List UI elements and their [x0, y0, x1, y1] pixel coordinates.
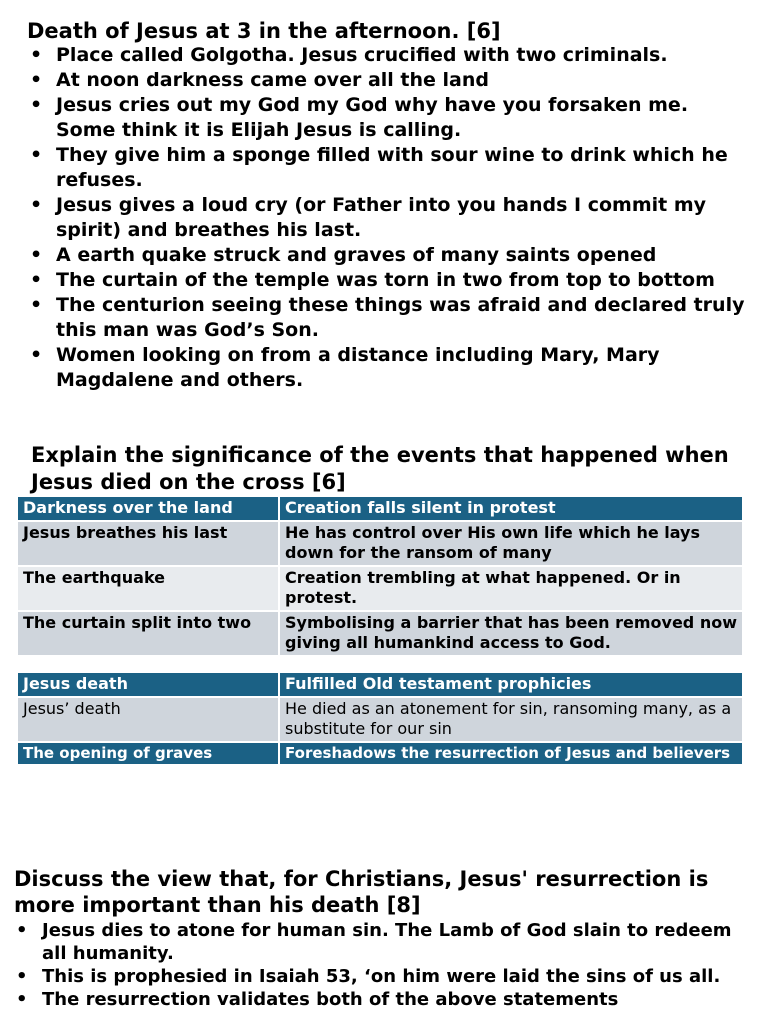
bullet-icon: • — [30, 194, 43, 216]
list-item-text: A earth quake struck and graves of many saints opened — [56, 244, 657, 266]
list-item-text: They give him a sponge filled with sour wine to drink which he refuses. — [56, 144, 728, 191]
table-cell-event: Jesus’ death — [17, 697, 279, 742]
list-item — [30, 268, 746, 293]
list-item-text: Jesus dies to atone for human sin. The Lamb of God slain to redeem all humanity. — [42, 920, 732, 964]
bullet-icon: • — [30, 44, 43, 66]
table-row — [17, 697, 743, 742]
list-item — [30, 43, 746, 68]
table-cell-meaning: He died as an atonement for sin, ransoming many, as a substitute for our sin — [279, 697, 743, 742]
death-events-list — [30, 43, 746, 393]
discussion-list — [16, 919, 742, 1011]
bullet-icon: • — [16, 920, 28, 941]
table-cell-meaning: Creation falls silent in protest — [279, 496, 743, 521]
list-item — [30, 93, 746, 143]
section-title-significance: Explain the significance of the events that happened when Jesus died on the cross [6] — [31, 443, 729, 494]
bullet-icon: • — [16, 966, 28, 987]
table-row — [17, 521, 743, 566]
list-item-text: The centurion seeing these things was afraid and declared truly this man was God’s Son. — [56, 294, 745, 341]
table-cell-event: The curtain split into two — [17, 611, 279, 656]
list-item — [16, 965, 742, 988]
table-row — [17, 742, 743, 765]
list-item-text: This is prophesied in Isaiah 53, ‘on him were laid the sins of us all. — [42, 966, 721, 987]
table-cell-meaning: Symbolising a barrier that has been removed now giving all humankind access to God. — [279, 611, 743, 656]
table-cell-meaning: Fulfilled Old testament prophicies — [279, 672, 743, 697]
list-item-text: The resurrection validates both of the above statements — [42, 989, 619, 1010]
list-item-text: The curtain of the temple was torn in two from top to bottom — [56, 269, 715, 291]
list-item-text: Women looking on from a distance including Mary, Mary Magdalene and others. — [56, 344, 660, 391]
table-row — [17, 672, 743, 697]
table-cell-event: Jesus breathes his last — [17, 521, 279, 566]
list-item-text: At noon darkness came over all the land — [56, 69, 489, 91]
list-item — [30, 243, 746, 268]
list-item — [30, 293, 746, 343]
section-title-death-of-jesus: Death of Jesus at 3 in the afternoon. [6] — [27, 19, 501, 43]
table-cell-event: Jesus death — [17, 672, 279, 697]
table-row — [17, 566, 743, 611]
table-cell-meaning: Creation trembling at what happened. Or in protest. — [279, 566, 743, 611]
bullet-icon: • — [30, 344, 43, 366]
list-item-text: Jesus cries out my God my God why have you forsaken me. Some think it is Elijah Jesus is calling. — [56, 94, 689, 141]
table-cell-event: The earthquake — [17, 566, 279, 611]
list-item — [30, 193, 746, 243]
list-item — [30, 143, 746, 193]
table-cell-event: Darkness over the land — [17, 496, 279, 521]
bullet-icon: • — [30, 244, 43, 266]
table-row — [17, 611, 743, 656]
significance-table — [16, 495, 744, 657]
list-item — [16, 988, 742, 1011]
table-row — [17, 496, 743, 521]
list-item-text: Jesus gives a loud cry (or Father into you hands I commit my spirit) and breathes his last. — [56, 194, 707, 241]
bullet-icon: • — [30, 294, 43, 316]
bullet-icon: • — [30, 94, 43, 116]
list-item-text: Place called Golgotha. Jesus crucified with two criminals. — [56, 44, 668, 66]
list-item — [30, 343, 746, 393]
table-cell-meaning: He has control over His own life which he lays down for the ransom of many — [279, 521, 743, 566]
table-cell-meaning: Foreshadows the resurrection of Jesus and believers — [279, 742, 743, 765]
list-item — [16, 919, 742, 965]
table-cell-event: The opening of graves — [17, 742, 279, 765]
bullet-icon: • — [30, 69, 43, 91]
bullet-icon: • — [30, 269, 43, 291]
bullet-icon: • — [30, 144, 43, 166]
list-item — [30, 68, 746, 93]
prophecy-table — [16, 671, 744, 766]
bullet-icon: • — [16, 989, 28, 1010]
section-title-discuss: Discuss the view that, for Christians, Jesus' resurrection is more important than his death [8] — [14, 867, 709, 917]
